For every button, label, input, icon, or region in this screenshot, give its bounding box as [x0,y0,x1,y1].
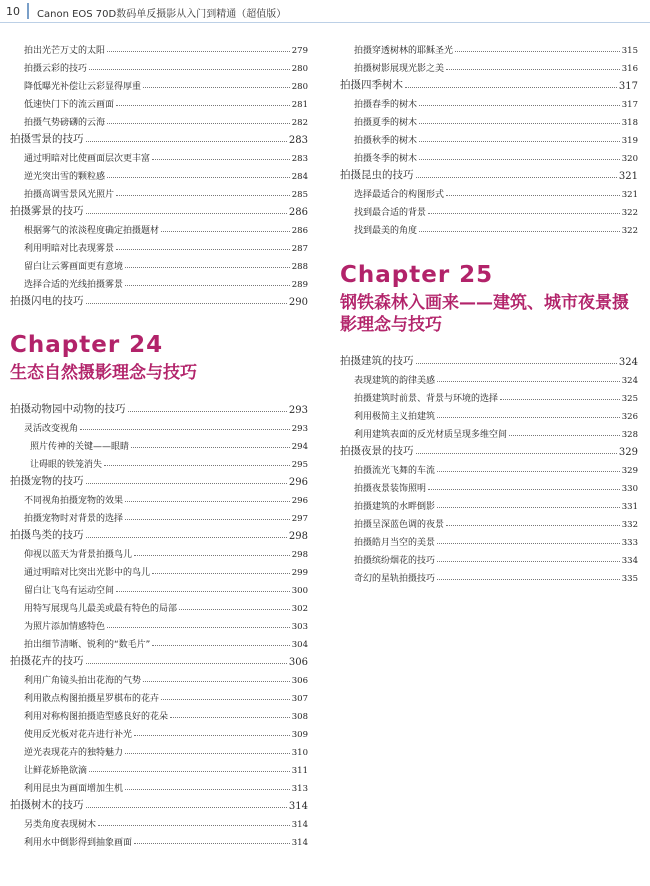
toc-list-left-top [10,38,308,308]
dot-leader [428,213,620,214]
chapter-25-heading: Chapter 25 [340,262,494,288]
toc-subentry[interactable] [10,722,308,740]
toc-subentry[interactable] [10,632,308,650]
toc-right-column [340,38,638,584]
dot-leader [446,69,620,70]
toc-entry-page: 304 [291,640,308,650]
toc-entry-page: 318 [621,118,638,128]
toc-entry-page: 296 [291,496,308,506]
dot-leader [416,177,617,178]
toc-subentry[interactable] [10,578,308,596]
toc-entry-page: 295 [291,460,308,470]
toc-entry-page: 315 [621,46,638,56]
chapter-25-title: 钢铁森林入画来——建筑、城市夜景摄影理念与技巧 [340,293,629,335]
dot-leader [437,579,620,580]
toc-entry-label: 逆光表现花卉的独特魅力 [24,748,124,758]
dot-leader [152,645,289,646]
dot-leader [437,471,620,472]
toc-section-entry[interactable] [10,470,308,488]
dot-leader [116,249,290,250]
toc-entry-page: 317 [618,81,638,92]
toc-subentry[interactable] [340,494,638,512]
toc-entry-page: 298 [288,531,308,542]
toc-list-right-bottom [340,350,638,584]
dot-leader [125,789,290,790]
toc-entry-label: 利用广角镜头拍出花海的气势 [24,676,142,686]
toc-entry-page: 314 [291,820,308,830]
toc-subentry[interactable] [340,146,638,164]
dot-leader [128,411,287,412]
toc-subentry[interactable] [340,530,638,548]
toc-entry-page: 293 [288,405,308,416]
toc-entry-label: 利用散点构图拍摄星罗棋布的花卉 [24,694,160,704]
toc-entry-label: 拍摄夜景的技巧 [340,445,414,457]
toc-section-entry[interactable] [10,200,308,218]
dot-leader [131,447,290,448]
dot-leader [143,87,290,88]
toc-entry-page: 306 [291,676,308,686]
toc-entry-page: 280 [291,64,308,74]
dot-leader [419,105,620,106]
toc-entry-page: 332 [621,520,638,530]
toc-subentry[interactable] [10,56,308,74]
dot-leader [116,105,290,106]
toc-entry-page: 311 [291,766,308,776]
toc-list-right-top [340,38,638,236]
toc-entry-label: 拍摄夏季的树木 [354,118,418,128]
toc-entry-label: 根据雾气的浓淡程度确定拍摄题材 [24,226,160,236]
toc-entry-page: 316 [621,64,638,74]
dot-leader [419,231,620,232]
toc-subentry[interactable] [10,830,308,848]
toc-entry-label: 拍摄昆虫的技巧 [340,169,414,181]
toc-entry-label: 拍摄雾景的技巧 [10,205,84,217]
dot-leader [80,429,290,430]
toc-entry-page: 306 [288,657,308,668]
chapter-24-title: 生态自然摄影理念与技巧 [10,363,197,383]
toc-subentry[interactable] [10,218,308,236]
toc-subentry[interactable] [10,38,308,56]
toc-entry-page: 303 [291,622,308,632]
toc-subentry[interactable] [10,110,308,128]
toc-entry-page: 333 [621,538,638,548]
toc-entry-label: 让碍眼的铁笼消失 [30,460,103,470]
toc-entry-page: 329 [618,447,638,458]
dot-leader [416,453,617,454]
toc-entry-label: 拍摄皓月当空的美景 [354,538,436,548]
toc-subentry[interactable] [10,506,308,524]
toc-entry-label: 利用对称构图拍摄造型感良好的花朵 [24,712,169,722]
toc-section-entry[interactable] [10,398,308,416]
toc-subentry[interactable] [10,236,308,254]
toc-entry-page: 324 [621,376,638,386]
toc-entry-label: 拍摄宠物时对背景的选择 [24,514,124,524]
toc-entry-label: 利用昆虫为画面增加生机 [24,784,124,794]
dot-leader [455,51,620,52]
toc-entry-label: 留白让云雾画面更有意境 [24,262,124,272]
toc-entry-label: 另类角度表现树木 [24,820,97,830]
dot-leader [86,213,287,214]
toc-entry-label: 为照片添加情感特色 [24,622,106,632]
toc-left-column [10,38,308,848]
toc-entry-page: 322 [621,226,638,236]
toc-entry-label: 拍摄花卉的技巧 [10,655,84,667]
toc-subentry[interactable] [10,758,308,776]
toc-subentry[interactable] [10,686,308,704]
toc-subentry[interactable] [10,416,308,434]
toc-entry-page: 281 [291,100,308,110]
toc-subentry[interactable] [10,182,308,200]
dot-leader [161,231,290,232]
toc-subentry[interactable] [10,740,308,758]
toc-section-entry[interactable] [10,650,308,668]
dot-leader [134,735,290,736]
toc-entry-label: 找到最美的角度 [354,226,418,236]
toc-entry-page: 288 [291,262,308,272]
toc-entry-label: 通过明暗对比使画面层次更丰富 [24,154,151,164]
toc-subentry[interactable] [340,386,638,404]
toc-subentry[interactable] [10,452,308,470]
toc-list-left-bottom [10,398,308,848]
toc-entry-label: 选择合适的光线拍摄雾景 [24,280,124,290]
dot-leader [509,435,620,436]
toc-subentry[interactable] [340,218,638,236]
toc-entry-label: 灵活改变视角 [24,424,79,434]
toc-entry-label: 拍摄夜景装饰照明 [354,484,427,494]
dot-leader [437,417,620,418]
toc-subentry[interactable] [10,776,308,794]
toc-entry-page: 329 [621,466,638,476]
toc-subentry[interactable] [10,434,308,452]
toc-section-entry[interactable] [10,128,308,146]
dot-leader [125,753,290,754]
toc-entry-page: 294 [291,442,308,452]
toc-entry-label: 拍摄冬季的树木 [354,154,418,164]
toc-entry-page: 296 [288,477,308,488]
toc-entry-label: 奇幻的星轨拍摄技巧 [354,574,436,584]
chapter-25-block [340,262,638,336]
book-title: Canon EOS 70D数码单反摄影从入门到精通（超值版） [37,9,287,20]
toc-entry-label: 拍摄秋季的树木 [354,136,418,146]
toc-entry-label: 拍摄雪景的技巧 [10,133,84,145]
toc-subentry[interactable] [10,560,308,578]
toc-entry-label: 拍摄呈深蓝色调的夜景 [354,520,445,530]
toc-entry-label: 使用反光板对花卉进行补光 [24,730,133,740]
toc-subentry[interactable] [340,56,638,74]
dot-leader [107,177,290,178]
toc-entry-page: 330 [621,484,638,494]
toc-entry-page: 309 [291,730,308,740]
toc-entry-page: 286 [288,207,308,218]
toc-entry-label: 让鲜花娇艳欲滴 [24,766,88,776]
toc-entry-label: 拍摄建筑时前景、背景与环境的选择 [354,394,499,404]
toc-subentry[interactable] [10,272,308,290]
toc-entry-page: 284 [291,172,308,182]
dot-leader [98,825,290,826]
toc-entry-label: 不同视角拍摄宠物的效果 [24,496,124,506]
toc-entry-page: 319 [621,136,638,146]
toc-entry-label: 低速快门下的流云画面 [24,100,115,110]
toc-entry-label: 降低曝光补偿让云彩显得厚重 [24,82,142,92]
toc-subentry[interactable] [10,488,308,506]
toc-subentry[interactable] [10,614,308,632]
dot-leader [428,489,620,490]
dot-leader [161,699,290,700]
toc-entry-page: 320 [621,154,638,164]
dot-leader [134,555,290,556]
toc-entry-page: 321 [618,171,638,182]
toc-subentry[interactable] [340,404,638,422]
toc-entry-label: 拍摄树影展现光影之美 [354,64,445,74]
toc-entry-page: 299 [291,568,308,578]
toc-entry-label: 拍摄建筑的水畔倒影 [354,502,436,512]
toc-entry-label: 逆光突出雪的颗粒感 [24,172,106,182]
toc-entry-label: 选择最适合的构图形式 [354,190,445,200]
toc-entry-page: 331 [621,502,638,512]
toc-entry-page: 283 [291,154,308,164]
dot-leader [170,717,290,718]
dot-leader [86,483,287,484]
toc-entry-page: 285 [291,190,308,200]
dot-leader [86,663,287,664]
dot-leader [89,771,290,772]
dot-leader [437,507,620,508]
toc-entry-label: 拍摄云彩的技巧 [24,64,88,74]
page-number: 10 [6,5,20,18]
toc-subentry[interactable] [10,812,308,830]
dot-leader [437,543,620,544]
toc-subentry[interactable] [340,566,638,584]
toc-subentry[interactable] [340,368,638,386]
toc-entry-label: 拍摄气势磅礴的云海 [24,118,106,128]
toc-entry-label: 拍摄鸟类的技巧 [10,529,84,541]
toc-subentry[interactable] [340,128,638,146]
toc-entry-page: 286 [291,226,308,236]
toc-subentry[interactable] [340,110,638,128]
toc-subentry[interactable] [10,668,308,686]
toc-entry-label: 拍摄建筑的技巧 [340,355,414,367]
chapter-24-block [10,332,308,384]
dot-leader [143,681,290,682]
toc-subentry[interactable] [340,548,638,566]
toc-entry-label: 仰视以蓝天为背景拍摄鸟儿 [24,550,133,560]
toc-entry-label: 拍摄树木的技巧 [10,799,84,811]
toc-section-entry[interactable] [10,524,308,542]
toc-entry-label: 用特写展现鸟儿最美或最有特色的局部 [24,604,178,614]
dot-leader [116,195,290,196]
toc-entry-label: 拍摄流光飞舞的车流 [354,466,436,476]
dot-leader [116,591,290,592]
toc-section-entry[interactable] [340,440,638,458]
dot-leader [104,465,290,466]
toc-section-entry[interactable] [340,74,638,92]
toc-subentry[interactable] [10,596,308,614]
toc-subentry[interactable] [10,704,308,722]
toc-subentry[interactable] [10,74,308,92]
dot-leader [437,561,620,562]
dot-leader [125,519,290,520]
toc-entry-page: 308 [291,712,308,722]
dot-leader [416,363,617,364]
toc-entry-label: 利用明暗对比表现雾景 [24,244,115,254]
toc-entry-page: 324 [618,357,638,368]
toc-entry-label: 拍摄动物园中动物的技巧 [10,403,126,415]
dot-leader [125,501,290,502]
dot-leader [179,609,290,610]
dot-leader [437,381,620,382]
chapter-24-heading: Chapter 24 [10,332,164,358]
dot-leader [405,87,617,88]
toc-entry-page: 283 [288,135,308,146]
toc-entry-label: 利用建筑表面的反光材质呈现多维空间 [354,430,508,440]
toc-entry-label: 拍摄缤纷烟花的技巧 [354,556,436,566]
toc-subentry[interactable] [340,512,638,530]
dot-leader [152,573,290,574]
toc-entry-label: 拍摄宠物的技巧 [10,475,84,487]
dot-leader [419,141,620,142]
toc-entry-label: 拍摄闪电的技巧 [10,295,84,307]
toc-entry-page: 300 [291,586,308,596]
toc-entry-page: 328 [621,430,638,440]
toc-entry-page: 335 [621,574,638,584]
toc-subentry[interactable] [340,476,638,494]
dot-leader [446,525,620,526]
toc-entry-page: 287 [291,244,308,254]
toc-entry-label: 通过明暗对比突出光影中的鸟儿 [24,568,151,578]
dot-leader [86,807,287,808]
toc-section-entry[interactable] [340,350,638,368]
toc-entry-page: 325 [621,394,638,404]
dot-leader [107,627,290,628]
dot-leader [86,141,287,142]
toc-section-entry[interactable] [10,290,308,308]
toc-entry-page: 297 [291,514,308,524]
toc-entry-page: 314 [288,801,308,812]
toc-entry-page: 334 [621,556,638,566]
toc-entry-page: 310 [291,748,308,758]
toc-entry-label: 照片传神的关键——眼睛 [30,442,130,452]
toc-subentry[interactable] [340,38,638,56]
toc-section-entry[interactable] [10,794,308,812]
toc-entry-label: 拍出光芒万丈的太阳 [24,46,106,56]
toc-entry-page: 298 [291,550,308,560]
toc-subentry[interactable] [10,542,308,560]
toc-subentry[interactable] [10,164,308,182]
toc-subentry[interactable] [340,92,638,110]
dot-leader [89,69,290,70]
dot-leader [125,267,290,268]
toc-entry-page: 326 [621,412,638,422]
dot-leader [446,195,620,196]
toc-subentry[interactable] [10,254,308,272]
toc-entry-page: 317 [621,100,638,110]
toc-section-entry[interactable] [340,164,638,182]
toc-entry-page: 282 [291,118,308,128]
toc-entry-page: 290 [288,297,308,308]
toc-subentry[interactable] [10,92,308,110]
toc-entry-page: 279 [291,46,308,56]
toc-entry-label: 拍摄高调雪景风光照片 [24,190,115,200]
page-header [0,0,650,26]
toc-entry-label: 拍摄四季树木 [340,79,403,91]
toc-entry-label: 拍摄春季的树木 [354,100,418,110]
dot-leader [152,159,290,160]
toc-entry-label: 利用极简主义拍建筑 [354,412,436,422]
toc-subentry[interactable] [340,422,638,440]
toc-entry-page: 322 [621,208,638,218]
dot-leader [500,399,620,400]
dot-leader [419,123,620,124]
toc-entry-label: 拍出细节清晰、锐利的“数毛片” [24,640,151,650]
header-rule [0,22,650,23]
toc-entry-label: 留白让飞鸟有运动空间 [24,586,115,596]
toc-entry-page: 293 [291,424,308,434]
toc-entry-page: 314 [291,838,308,848]
toc-subentry[interactable] [340,182,638,200]
dot-leader [125,285,290,286]
toc-entry-page: 321 [621,190,638,200]
toc-entry-label: 拍摄穿透树林的耶稣圣光 [354,46,454,56]
header-divider [27,3,29,19]
toc-subentry[interactable] [340,458,638,476]
toc-subentry[interactable] [340,200,638,218]
dot-leader [134,843,290,844]
dot-leader [86,303,287,304]
dot-leader [107,123,290,124]
toc-entry-page: 280 [291,82,308,92]
dot-leader [86,537,287,538]
toc-entry-page: 302 [291,604,308,614]
toc-entry-page: 313 [291,784,308,794]
toc-entry-label: 利用水中倒影得到抽象画面 [24,838,133,848]
dot-leader [107,51,290,52]
toc-subentry[interactable] [10,146,308,164]
toc-entry-page: 307 [291,694,308,704]
toc-entry-label: 找到最合适的背景 [354,208,427,218]
toc-entry-page: 289 [291,280,308,290]
toc-entry-label: 表现建筑的韵律美感 [354,376,436,386]
dot-leader [419,159,620,160]
